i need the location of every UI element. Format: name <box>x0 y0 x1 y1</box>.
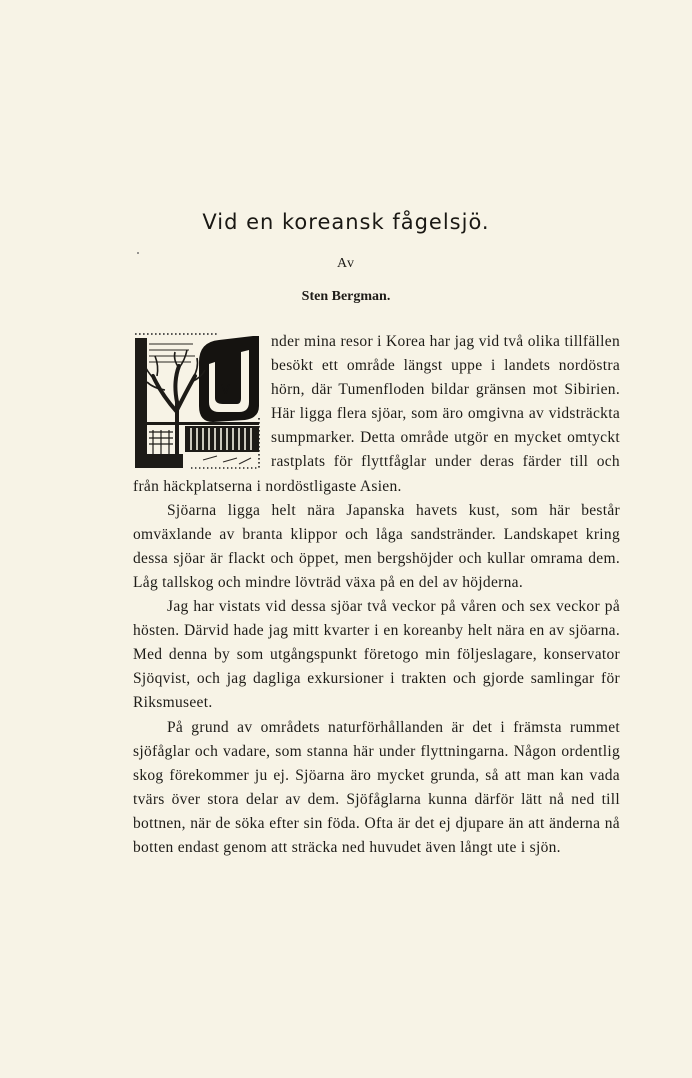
paragraph-2: Sjöarna ligga helt nära Japanska havets kust, som här består omväxlande av branta klippor och låga sandstränder. Landskapet kring dessa sjöar är flackt och öppet, men bergshöjder och kullar omrama dem. Låg tallskog och mindre lövträd växa på en del av höjderna. <box>133 501 620 591</box>
woodcut-initial-icon <box>133 332 262 470</box>
byline-prefix: Av <box>336 256 356 271</box>
article-author: Sten Bergman. <box>301 289 391 304</box>
paragraph-1 <box>133 330 620 499</box>
paragraph-1-text: nder mina resor i Korea har jag vid två olika tillfällen besökt ett område längst uppe i landets nordöstra hörn, där Tumenfloden bildar gränsen mot Sibirien. Här ligga flera sjöar, som äro omgivna av vidsträckta sumpmarker. Detta område utgör en mycket omtyckt rastplats för flyttfåglar under deras färder till och från häckplatserna i nordöstligaste Asien. <box>133 333 620 495</box>
paragraph-4: På grund av områdets naturförhållanden är det i främsta rummet sjöfåglar och vadare, som stanna här under flyttningarna. Någon ordentlig skog förekommer ju ej. Sjöarna äro mycket grunda, så att man kan vada tvärs över stora delar av dem. Sjöfåglarna kunna därför lätt nå ned till bottnen, när de söka efter sin föda. Ofta är det ej djupare än att änderna nå botten endast genom att sträcka ned huvudet även långt ute i sjön. <box>133 718 620 856</box>
print-speck <box>137 252 139 254</box>
paragraph-3: Jag har vistats vid dessa sjöar två veckor på våren och sex veckor på hösten. Därvid hade jag mitt kvarter i en koreanby helt nära en av sjöarna. Med denna by som utgångspunkt företogo min följeslagare, konservator Sjöqvist, och jag dagliga exkursioner i trakten och gjorde samlingar för Riksmuseet. <box>133 598 620 712</box>
article-title: Vid en koreansk fågelsjö. <box>202 210 490 234</box>
article-body <box>133 330 620 860</box>
svg-text:V: V <box>221 383 231 398</box>
